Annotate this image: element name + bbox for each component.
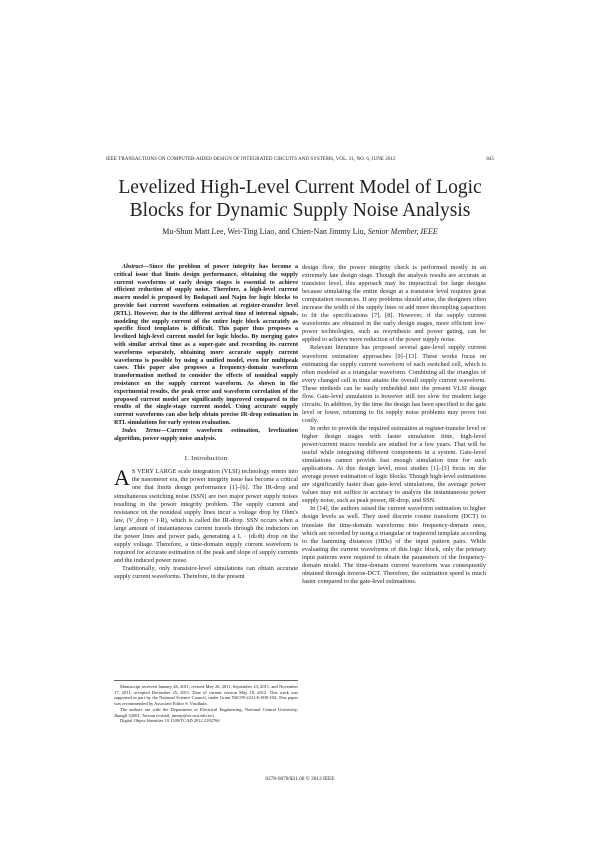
right-column [302,264,486,586]
drop-cap: A [114,465,130,491]
index-terms-label: Index Terms— [122,427,167,434]
footnote [114,680,298,724]
intro-paragraph-1-text: S VERY LARGE scale integration (VLSI) technology enters into the nanometer era, the power integrity issue has become a critical one that limits design performance [1]–[6]. The IR-drop and simultaneous switching noise (SSN) are two major power supply noises resulting in the power integrity problem. The supply current and resistance on the nonideal supply lines incur a voltage drop by Ohm's law, (V_drop = I·R), which is called the IR-drop. SSN occurs when a large amount of instantaneous current travels through the inductors on the power lines and power pads, generating a L · (di/dt) drop on the supply voltage. Therefore, a time-domain supply current waveform is required for accurate estimation of the peak and slope of supply currents and the induced power noise. [114,468,298,564]
left-column [114,264,298,581]
intro-paragraph-1 [114,465,298,565]
title-line-2: Blocks for Dynamic Supply Noise Analysis [129,200,471,221]
running-header [106,157,494,162]
abstract [114,264,298,428]
index-terms-text: Current waveform estimation, levelization algorithm, power supply noise analysis. [114,427,298,442]
footnote-manuscript: Manuscript received January 26, 2011; revised May 26, 2011, September 23, 2011, and November 17, 2011; accepted December 25, 2011. Date of current version May 18, 2012. This work was supported in part by the National Science Council, under Grant NSC99-2221-E-008-104. This paper was recommended by Associate Editor S. Vrudhula. [114,684,298,707]
right-paragraph-4: In [14], the authors raised the current waveform estimation to higher design levels as well. They used discrete cosine transform (DCT) to translate the time-domain waveforms into frequency-domain ones, which are recorded by using a triangular or trapezoid template according to the hamming distances (HDs) of the input pattern pairs. While evaluating the current waveforms of this logic block, only the primary input patterns were required to obtain the parameters of the frequency-domain model. The time-domain current waveform was consequently obtained through inverse-DCT. Therefore, the estimation speed is much faster compared to the gate-level estimations. [302,505,486,585]
title-line-1: Levelized High-Level Current Model of Logic [118,177,482,198]
author-line [60,227,540,236]
page-number: 845 [486,157,494,162]
footnote-doi: Digital Object Identifier 10.1109/TCAD.2012.2182766 [120,718,220,724]
author-membership: Senior Member, IEEE [367,227,438,236]
abstract-text: Since the problem of power integrity has become a critical issue that limits design performance, obtaining the supply current waveforms at early design stages is essential to achieve efficient reduction of supply noise. Therefore, a high-level current macro model is proposed by Bodapati and Najm for logic blocks to provide fast current waveform estimation at register-transfer level (RTL). However, due to the different arrival time of internal signals, modeling the supply current of the entire logic block accurately as specific fixed templates is difficult. This paper thus proposes a levelized high-level current model for logic blocks. By merging gates with similar arrival time as a super-gate and recording its current waveforms separately, obtaining more accurate supply current waveforms is possible by using a unified model, even for multipeak cases. This paper also proposes a frequency-domain waveform transformation method to consider the effects of nonideal supply resistance on the supply current waveform. As shown in the experimental results, the peak error and waveform correlation of the proposed current model are significantly improved compared to the results of the single-stage current model. Using accurate supply current waveforms can also help obtain precise IR-drop estimation in RTL simulations for early system evaluation. [114,264,298,426]
right-paragraph-2: Relevant literature has proposed several gate-level supply current waveform estimation approaches [9]–[13]. These works focus on estimating the supply current waveform of each switched cell, which is often modeled as a triangular waveform. Combining all the triangles of every changed cell in time attains the overall supply current waveform. These methods can be easily embedded into the present VLSI design flow. Gate-level simulation is however still too slow for modern large circuits. In addition, by the time the design has been specified to the gate level or lower, returning to fix supply noise problems may prove too costly. [302,344,486,424]
right-paragraph-1: design flow, the power integrity check is performed mostly in an extremely late design stage. Though the analysis results are accurate at transistor level, this approach may be impractical for large designs because simulating the entire design at a transistor level requires great computation resources. If any problems should arise, the designers often increase the width of the supply lines or add more decoupling capacitors to fit the specifications [7], [8]. However, if the supply current waveforms are obtained in the early design stages, more efficient low-power technologies, such as resynthesis and power gating, can be applied to achieve more reduction of the power supply noise. [302,264,486,344]
copyright-line: 0278-0070/$31.00 © 2012 IEEE [265,776,335,782]
section-heading-introduction: I. Introduction [184,455,228,463]
author-names: Mu-Shun Matt Lee, Wei-Ting Liao, and Chien-Nan Jimmy Liu, [162,227,366,236]
right-paragraph-3: In order to provide the required estimation at register-transfer level or higher design stages with faster simulation time, high-level power/current macro models are studied for a few years. That will be useful while integrating different components in a system. Gate-level simulations cannot provide fast enough simulation time for such applications. At this design level, most studies [1]–[3] focus on the average power estimation of logic blocks. Though high-level estimations are significantly faster than gate-level simulations, the average power values may not suffice in accuracy to analyze the instantaneous power supply noise, such as peak power, IR-drop, and SSN. [302,424,486,505]
index-terms [114,428,298,444]
paper-title [60,176,540,222]
intro-paragraph-2: Traditionally, only transistor-level simulations can obtain accurate supply current waveforms. Therefore, in the present [114,564,298,580]
footnote-affiliation: The authors are with the Department of Electrical Engineering, National Central University, Jhongli 32001, Taiwan (e-mail: jimmy@ee.ncu.edu.tw). [114,706,298,718]
journal-name: IEEE TRANSACTIONS ON COMPUTER-AIDED DESIGN OF INTEGRATED CIRCUITS AND SYSTEMS, VOL. 31, NO. 6, JUNE 2012 [106,157,396,162]
abstract-label: Abstract— [122,264,150,270]
